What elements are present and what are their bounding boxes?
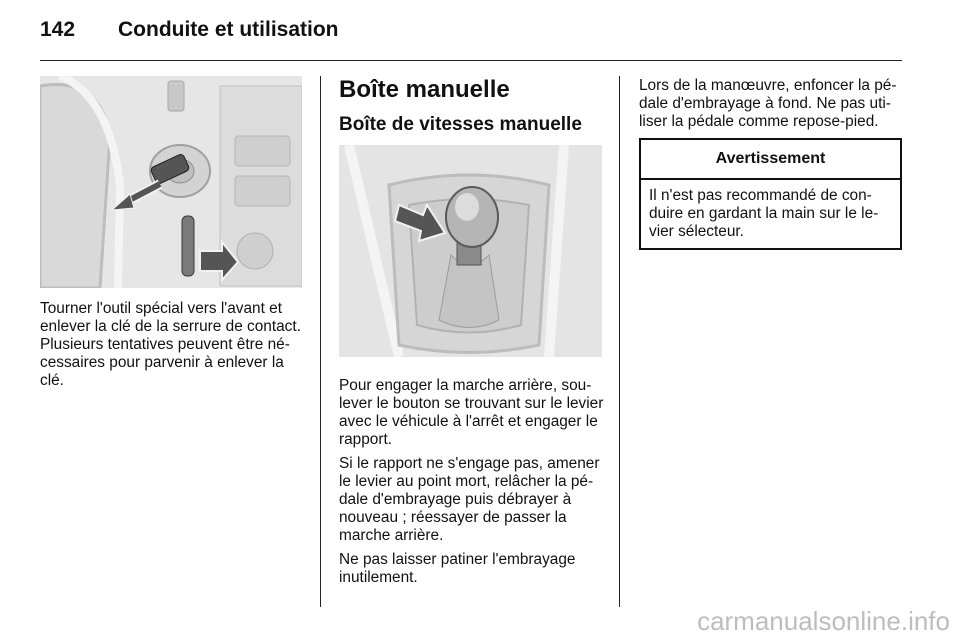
reverse-gear-paragraph: Pour engager la marche arrière, soulever le bouton se trouvant sur le levier avec le véhicule à l'arrêt et engager le rapport.	[339, 377, 604, 448]
warning-text: Il n'est pas recommandé de conduire en gardant la main sur le levier sélecteur.	[649, 187, 879, 240]
gear-lever-illustration	[339, 145, 602, 357]
ignition-key-removal-illustration	[40, 76, 302, 288]
middle-column-text	[339, 377, 605, 593]
page-title: Conduite et utilisation	[118, 18, 339, 41]
right-column-text	[639, 77, 903, 137]
warning-box	[639, 138, 902, 250]
warning-title: Avertissement	[641, 140, 900, 180]
header-rule	[40, 60, 902, 61]
section-subheading: Boîte de vitesses manuelle	[339, 114, 582, 135]
key-removal-paragraph: Tourner l'outil spécial vers l'avant et enlever la clé de la serrure de contact. Plusieurs tentatives peuvent être nécessaires pour parvenir à enlever la clé.	[40, 300, 301, 389]
section-heading: Boîte manuelle	[339, 76, 510, 103]
gear-retry-paragraph: Si le rapport ne s'engage pas, amener le levier au point mort, relâcher la pédale d'embrayage puis débrayer à nouveau ; réessayer de passer la marche arrière.	[339, 455, 600, 544]
page-header	[40, 18, 920, 48]
gear-lever-drawing	[339, 145, 602, 357]
clutch-slip-paragraph: Ne pas laisser patiner l'embrayage inutilement.	[339, 551, 576, 586]
ignition-key-drawing	[40, 76, 302, 288]
column-divider-left	[320, 76, 321, 607]
column-divider-right	[619, 76, 620, 607]
clutch-pedal-paragraph: Lors de la manœuvre, enfoncer la pédale d'embrayage à fond. Ne pas utiliser la pédale comme repose-pied.	[639, 77, 897, 130]
watermark: carmanualsonline.info	[697, 606, 950, 636]
page-number: 142	[40, 18, 76, 41]
left-column-text	[40, 300, 304, 396]
